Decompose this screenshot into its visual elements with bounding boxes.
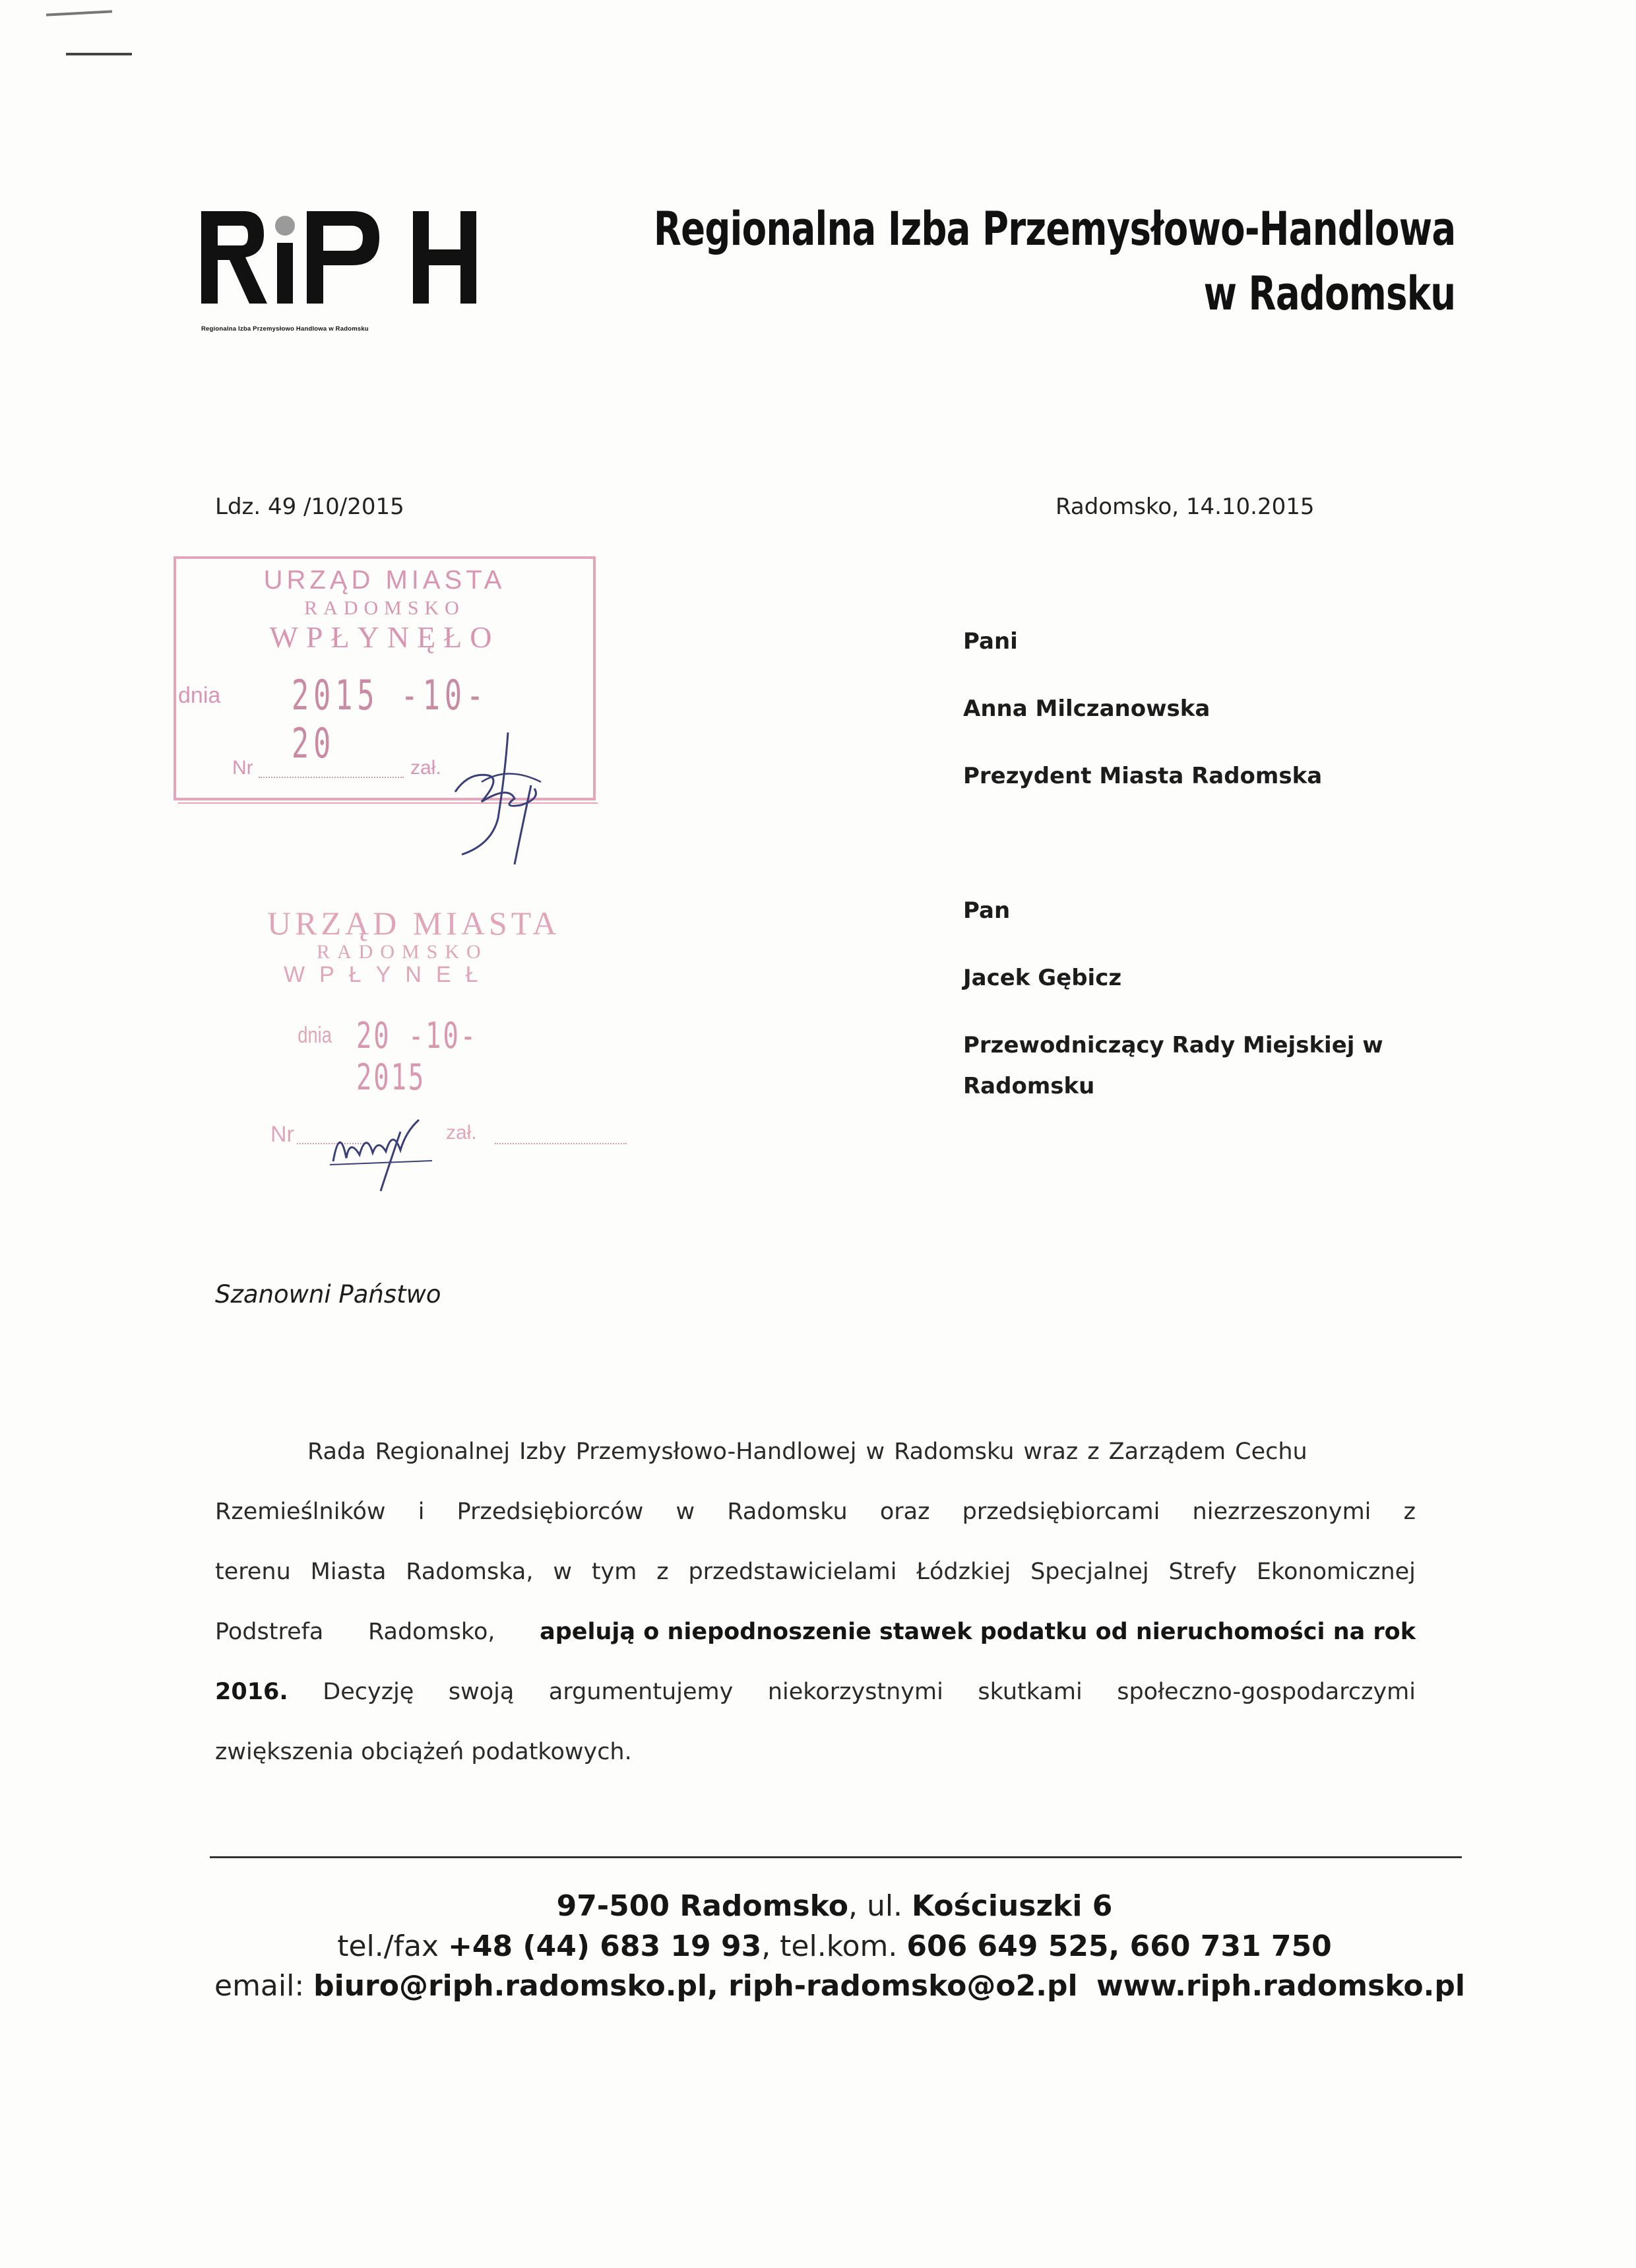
body-line	[215, 1542, 1416, 1602]
logo-subtitle: Regionalna Izba Przemysłowo Handlowa w Radomsku	[201, 325, 369, 333]
body-word: Decyzję	[323, 1679, 414, 1705]
stamp-date-label: dnia	[178, 683, 221, 708]
stamp-nr-line	[259, 777, 404, 778]
recipient-2-name: Jacek Gębicz	[963, 965, 1122, 991]
handwritten-signature	[327, 1112, 445, 1198]
body-word: Łódzkiej	[916, 1559, 1011, 1585]
body-word: w	[676, 1499, 695, 1525]
footer-phones: tel./fax +48 (44) 683 19 93, tel.kom. 606 649 525, 660 731 750	[337, 1929, 1332, 1963]
body-word: apelują o niepodnoszenie stawek podatku od nieruchomości na rok	[540, 1619, 1416, 1645]
body-word: z	[656, 1559, 669, 1585]
body-word: z	[1087, 1439, 1100, 1465]
body-word: Zarządem	[1108, 1439, 1226, 1465]
body-line	[215, 1602, 1416, 1662]
stamp-date-label: dnia	[298, 1023, 332, 1048]
footer-address: 97-500 Radomsko, ul. Kościuszki 6	[556, 1889, 1113, 1923]
stamp-zal-label: zał.	[446, 1122, 477, 1144]
stamp-date-value: 2015 -10- 20	[292, 671, 489, 767]
recipient-2-position-line1: Przewodniczący Rady Miejskiej w	[963, 1032, 1383, 1058]
stamp-city: RADOMSKO	[304, 597, 465, 619]
body-word: w	[865, 1439, 885, 1465]
body-word: Rada	[307, 1439, 366, 1465]
handwritten-signature	[442, 719, 587, 884]
body-word: Strefy	[1168, 1559, 1238, 1585]
stamp-office: URZĄD MIASTA	[267, 905, 561, 942]
body-line	[215, 1482, 1416, 1542]
body-word: przedstawicielami	[688, 1559, 897, 1585]
stamp-zal-line	[495, 1143, 627, 1144]
body-word: Rzemieślników	[215, 1499, 386, 1525]
recipient-2-title: Pan	[963, 897, 1011, 924]
recipient-1-name: Anna Milczanowska	[963, 696, 1211, 722]
footer-website[interactable]: www.riph.radomsko.pl	[1096, 1969, 1465, 2003]
body-word: tym	[591, 1559, 637, 1585]
body-word: Radomsku	[894, 1439, 1015, 1465]
body-word: skutkami	[978, 1679, 1083, 1705]
body-word: Cechu	[1235, 1439, 1307, 1465]
scan-mark	[66, 53, 132, 55]
salutation: Szanowni Państwo	[215, 1280, 441, 1309]
riph-logo	[198, 191, 482, 310]
body-word: terenu	[215, 1559, 291, 1585]
body-word: argumentujemy	[548, 1679, 734, 1705]
body-word: Radomsku	[727, 1499, 848, 1525]
body-word: wraz	[1023, 1439, 1079, 1465]
body-word: Izby	[519, 1439, 567, 1465]
body-word: Przedsiębiorców	[456, 1499, 644, 1525]
body-word: Ekonomicznej	[1256, 1559, 1416, 1585]
body-word: Radomsko,	[367, 1619, 495, 1645]
footer-emails[interactable]: biuro@riph.radomsko.pl, riph-radomsko@o2.pl	[313, 1969, 1078, 2003]
stamp-received: WPŁYNEŁ	[284, 962, 493, 987]
body-line	[215, 1662, 1416, 1722]
stamp-nr-label: Nr	[232, 757, 253, 779]
stamp-nr-label: Nr	[270, 1122, 294, 1147]
body-word: swoją	[448, 1679, 515, 1705]
recipient-2-position-line2: Radomsku	[963, 1073, 1095, 1099]
body-word: społeczno-gospodarczymi	[1117, 1679, 1416, 1705]
body-word: i	[418, 1499, 425, 1525]
body-line	[215, 1722, 1416, 1782]
body-word: niekorzystnymi	[767, 1679, 943, 1705]
body-word: niezrzeszonymi	[1192, 1499, 1371, 1525]
body-word: zwiększenia obciążeń podatkowych.	[215, 1739, 632, 1765]
footer-divider	[210, 1856, 1462, 1858]
recipient-1-title: Pani	[963, 628, 1018, 655]
recipient-1-position: Prezydent Miasta Radomska	[963, 763, 1323, 789]
stamp-date-value: 20 -10- 2015	[356, 1015, 478, 1098]
footer-contact: email: biuro@riph.radomsko.pl, riph-radomsko@o2.pl www.riph.radomsko.pl	[214, 1969, 1465, 2003]
org-name-line1: Regionalna Izba Przemysłowo-Handlowa	[653, 202, 1455, 256]
body-word: z	[1403, 1499, 1416, 1525]
body-word: oraz	[879, 1499, 930, 1525]
body-word: Miasta	[310, 1559, 387, 1585]
body-word: Radomska,	[406, 1559, 534, 1585]
body-word: Przemysłowo-Handlowej	[575, 1439, 857, 1465]
body-word: Podstrefa	[215, 1619, 324, 1645]
body-word: Regionalnej	[375, 1439, 511, 1465]
body-line	[215, 1422, 1416, 1482]
stamp-office: URZĄD MIASTA	[263, 566, 506, 595]
body-word: 2016.	[215, 1679, 288, 1705]
body-word: w	[553, 1559, 572, 1585]
letter-body	[215, 1422, 1416, 1782]
stamp-received: WPŁYNĘŁO	[269, 620, 500, 654]
reference-number: Ldz. 49 /10/2015	[215, 494, 404, 520]
stamp-zal-label: zał.	[410, 757, 441, 779]
scan-mark	[46, 10, 112, 16]
body-word: Specjalnej	[1030, 1559, 1149, 1585]
org-name-line2: w Radomsku	[1203, 267, 1455, 321]
body-word: przedsiębiorcami	[962, 1499, 1160, 1525]
stamp-city: RADOMSKO	[317, 941, 488, 963]
place-date: Radomsko, 14.10.2015	[1055, 494, 1315, 520]
